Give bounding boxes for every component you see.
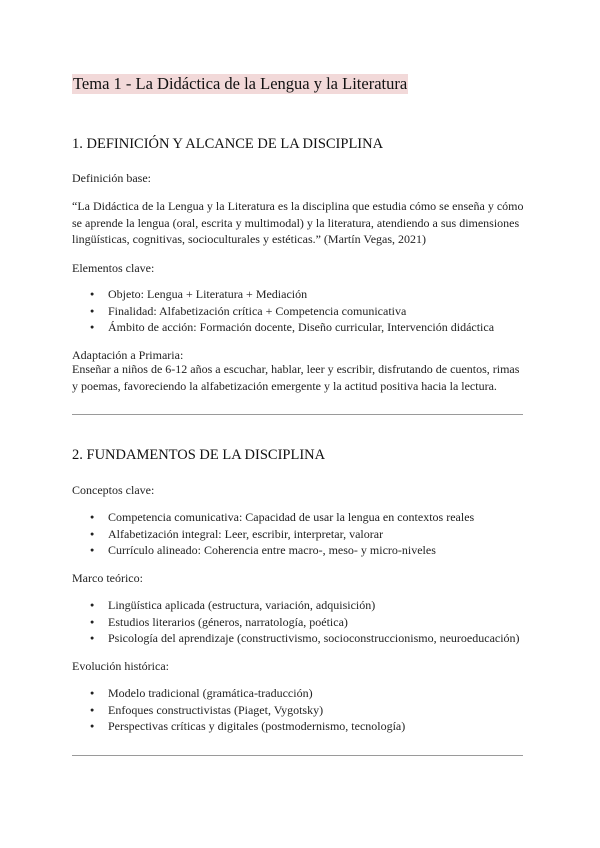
- list-item: ● Modelo tradicional (gramática-traducción): [72, 685, 405, 702]
- list-item: ● Finalidad: Alfabetización crítica + Competencia comunicativa: [72, 303, 494, 320]
- concepts-label: Conceptos clave:: [72, 483, 155, 497]
- section2-heading: 2. FUNDAMENTOS DE LA DISCIPLINA: [72, 447, 326, 463]
- list-item: ● Ámbito de acción: Formación docente, Diseño curricular, Intervención didáctica: [72, 319, 494, 336]
- title-wrap: [72, 74, 408, 94]
- evolution-label: Evolución histórica:: [72, 659, 169, 673]
- framework-list: [72, 597, 520, 647]
- evolution-list: [72, 685, 405, 735]
- adaptation-text: Enseñar a niños de 6-12 años a escuchar, hablar, leer y escribir, disfrutando de cuentos, rimas y poemas, favoreciendo la alfabetización emergente y la actitud positiva hacia la lectura.: [72, 362, 520, 393]
- framework-label: Marco teórico:: [72, 571, 143, 585]
- section-divider: [72, 414, 523, 415]
- section-divider: [72, 755, 523, 756]
- list-item: ● Lingüística aplicada (estructura, variación, adquisición): [72, 597, 520, 614]
- list-item: ● Psicología del aprendizaje (constructivismo, socioconstruccionismo, neuroeducación): [72, 630, 520, 647]
- key-elements-list: [72, 286, 494, 336]
- definition-quote: “La Didáctica de la Lengua y la Literatura es la disciplina que estudia cómo se enseña y cómo se aprende la lengua (oral, escrita y multimodal) y la literatura, atendiendo a sus dimensiones lingüísticas, cognitivas, socioculturales y estéticas.” (Martín Vegas, 2021): [72, 199, 524, 246]
- list-item: ● Currículo alineado: Coherencia entre macro-, meso- y micro-niveles: [72, 542, 474, 559]
- adaptation-label: Adaptación a Primaria:: [72, 348, 184, 362]
- list-item: ● Estudios literarios (géneros, narratología, poética): [72, 614, 520, 631]
- list-item: ● Alfabetización integral: Leer, escribir, interpretar, valorar: [72, 526, 474, 543]
- document-title: Tema 1 - La Didáctica de la Lengua y la Literatura: [73, 74, 408, 93]
- key-elements-label: Elementos clave:: [72, 261, 155, 275]
- concepts-list: [72, 509, 474, 559]
- list-item: ● Perspectivas críticas y digitales (postmodernismo, tecnología): [72, 718, 405, 735]
- list-item: ● Objeto: Lengua + Literatura + Mediación: [72, 286, 494, 303]
- list-item: ● Enfoques constructivistas (Piaget, Vygotsky): [72, 702, 405, 719]
- section1-heading: 1. DEFINICIÓN Y ALCANCE DE LA DISCIPLINA: [72, 136, 384, 152]
- list-item: ● Competencia comunicativa: Capacidad de usar la lengua en contextos reales: [72, 509, 474, 526]
- definition-label: Definición base:: [72, 171, 151, 185]
